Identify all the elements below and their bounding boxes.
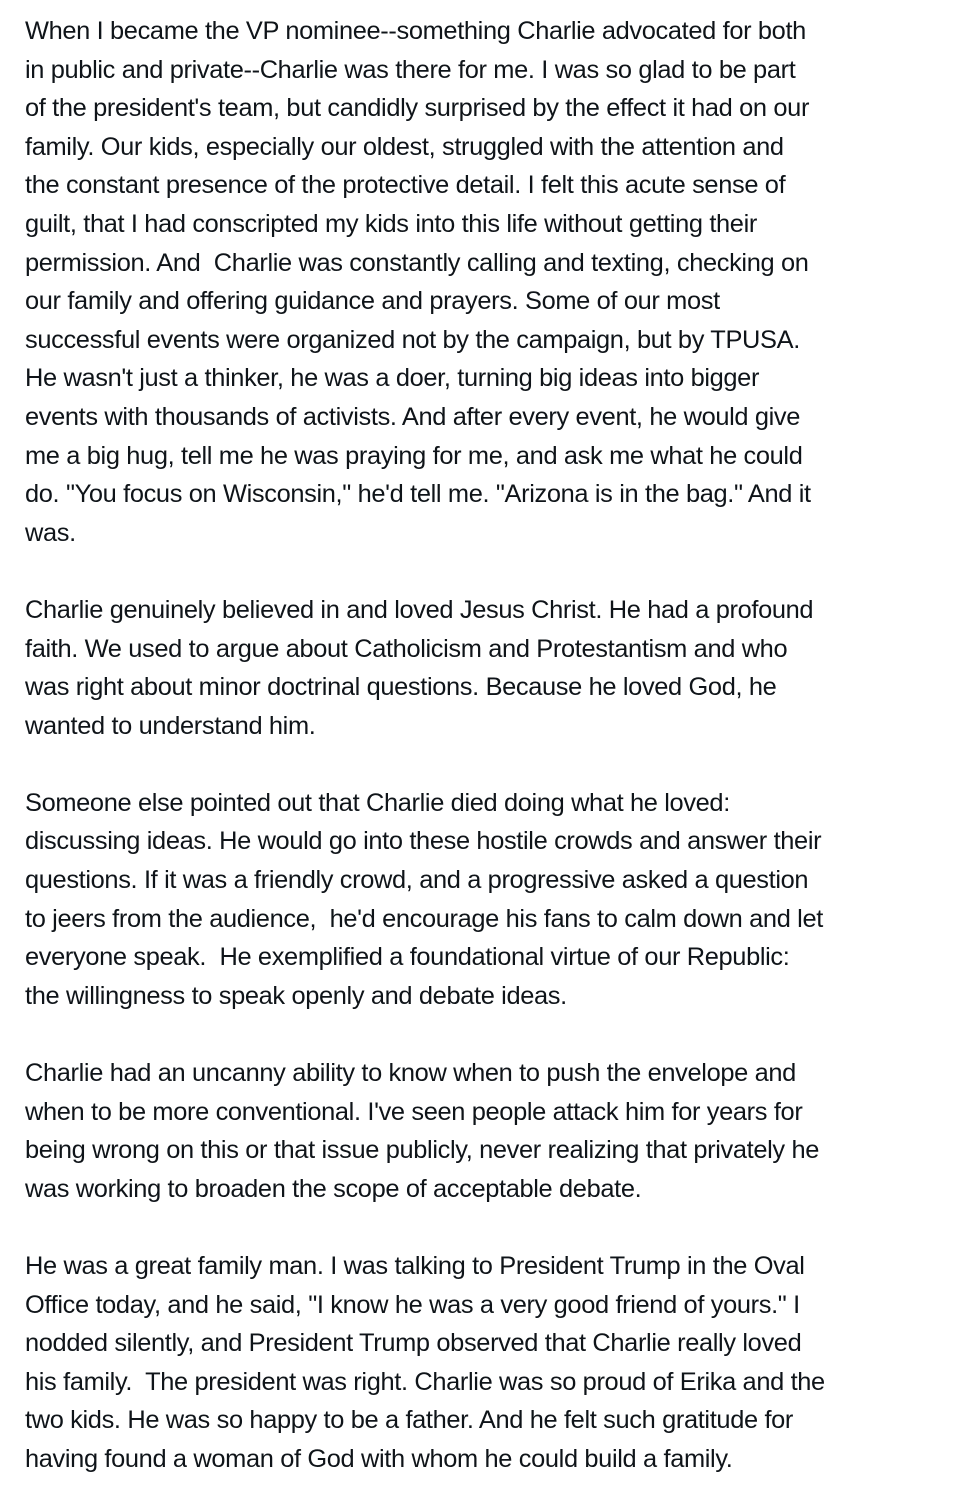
text-line: He was a great family man. I was talking to President Trump in the Oval	[25, 1252, 805, 1280]
text-line: was.	[25, 518, 76, 547]
text-line: was right about minor doctrinal questions. Because he loved God, he	[25, 673, 777, 702]
text-line: me a big hug, tell me he was praying for me, and ask me what he could	[25, 441, 803, 470]
text-line: discussing ideas. He would go into these hostile crowds and answer their	[25, 827, 822, 856]
text-line: being wrong on this or that issue publicly, never realizing that privately he	[25, 1136, 819, 1165]
text-line: faith. We used to argue about Catholicism and Protestantism and who	[25, 634, 788, 663]
text-line: nodded silently, and President Trump observed that Charlie really loved	[25, 1329, 802, 1358]
text-line: questions. If it was a friendly crowd, and a progressive asked a question	[25, 866, 809, 895]
paragraph-uncanny-ability	[25, 1054, 956, 1208]
text-line: Office today, and he said, "I know he was a very good friend of yours." I	[25, 1290, 800, 1319]
text-line: the constant presence of the protective detail. I felt this acute sense of	[25, 171, 786, 200]
text-line: do. "You focus on Wisconsin," he'd tell me. "Arizona is in the bag." And it	[25, 480, 811, 509]
text-line: was working to broaden the scope of acceptable debate.	[25, 1174, 642, 1203]
text-line: our family and offering guidance and prayers. Some of our most	[25, 287, 720, 316]
text-line: two kids. He was so happy to be a father. And he felt such gratitude for	[25, 1406, 794, 1435]
text-line: family. Our kids, especially our oldest, struggled with the attention and	[25, 132, 784, 161]
text-line: of the president's team, but candidly surprised by the effect it had on our	[25, 94, 810, 123]
text-line: to jeers from the audience, he'd encourage his fans to calm down and let	[25, 904, 823, 933]
text-line: Charlie genuinely believed in and loved Jesus Christ. He had a profound	[25, 595, 814, 624]
text-line: events with thousands of activists. And after every event, he would give	[25, 402, 801, 431]
text-line: Someone else pointed out that Charlie died doing what he loved:	[25, 788, 730, 817]
text-line: wanted to understand him.	[25, 711, 316, 740]
text-line: successful events were organized not by the campaign, but by TPUSA.	[25, 325, 800, 354]
text-line: his family. The president was right. Charlie was so proud of Erika and the	[25, 1367, 825, 1396]
text-line: the willingness to speak openly and debate ideas.	[25, 981, 567, 1010]
paragraph-faith	[25, 591, 956, 745]
text-line: When I became the VP nominee--something Charlie advocated for both	[25, 17, 806, 45]
text-line: Charlie had an uncanny ability to know when to push the envelope and	[25, 1059, 796, 1088]
text-line: having found a woman of God with whom he could build a family.	[25, 1444, 733, 1473]
text-line: in public and private--Charlie was there for me. I was so glad to be part	[25, 55, 796, 84]
paragraph-discussing-ideas	[25, 784, 956, 1016]
text-line: He wasn't just a thinker, he was a doer, turning big ideas into bigger	[25, 364, 760, 393]
text-line: when to be more conventional. I've seen people attack him for years for	[25, 1097, 803, 1126]
paragraph-family-man	[25, 1247, 956, 1479]
paragraph-vp-nominee	[25, 12, 956, 552]
text-line: everyone speak. He exemplified a foundational virtue of our Republic:	[25, 943, 790, 972]
text-line: permission. And Charlie was constantly calling and texting, checking on	[25, 248, 809, 277]
text-line: guilt, that I had conscripted my kids into this life without getting their	[25, 209, 757, 238]
